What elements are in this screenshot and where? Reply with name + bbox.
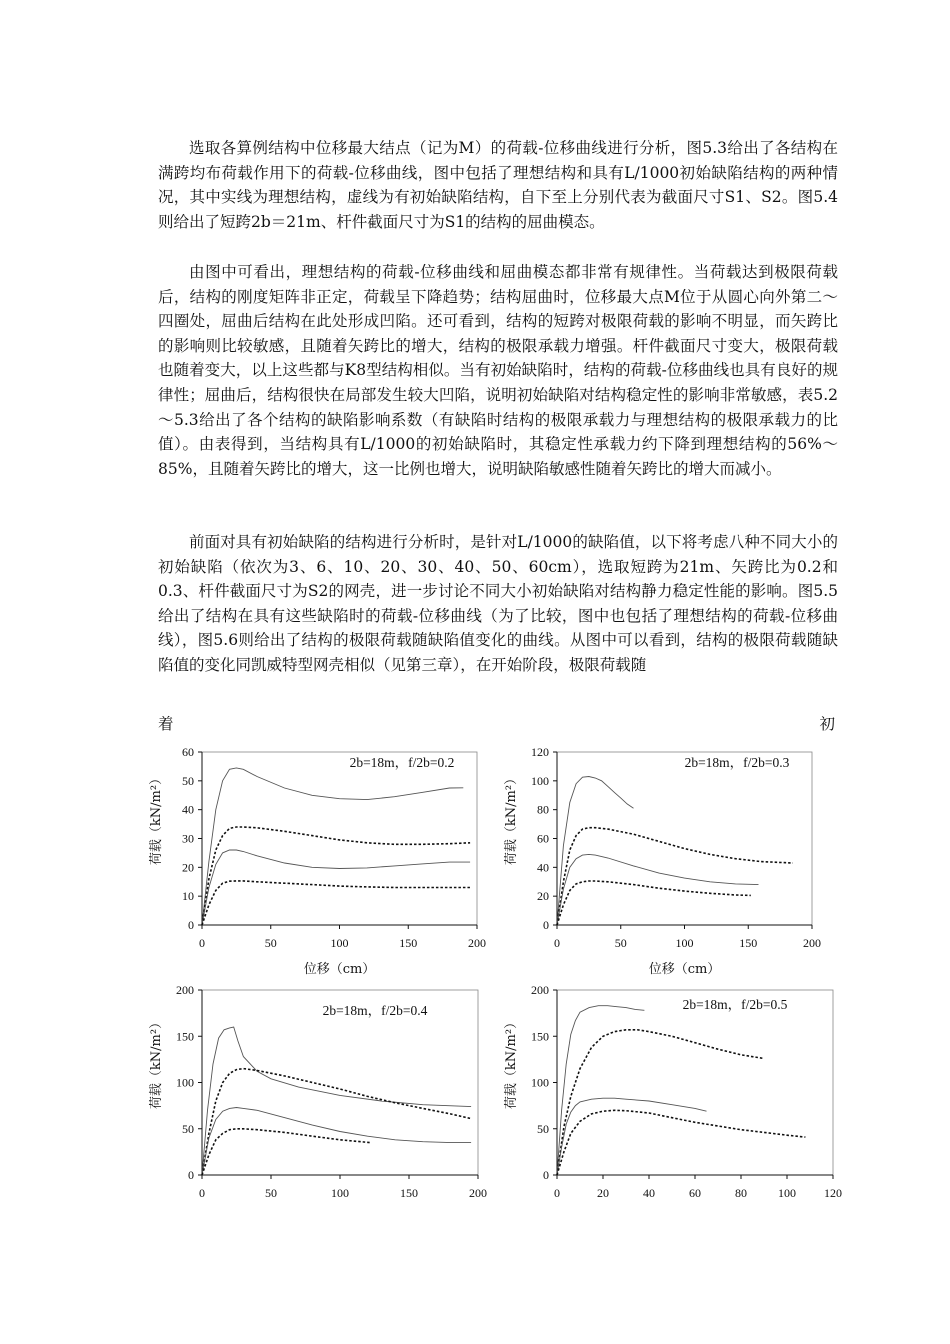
paragraph-3: 前面对具有初始缺陷的结构进行分析时，是针对L/1000的缺陷值，以下将考虑八种不同大小的初始缺陷（依次为3、6、10、20、30、40、50、60cm），选取短跨为21m、矢跨比为0.2和0.3、杆件截面尺寸为S2的网壳，进一步讨论不同大小初始缺陷对结构静力稳定性能的影响。图5.5给出了结构在具有这些缺陷时的荷载-位移曲线（为了比较，图中也包括了理想结构的荷载-位移曲线），图5.6则给出了结构的极限荷载随缺陷值变化的曲线。从图中可以看到，结构的极限荷载随缺陷值的变化同凯威特型网壳相似（见第三章），在开始阶段，极限荷载随 (158, 533, 838, 674)
x-tick-label: 200 (469, 1186, 487, 1200)
x-tick-label: 0 (554, 1186, 560, 1200)
series-line-ideal (557, 1098, 707, 1175)
x-tick-label: 50 (614, 936, 627, 950)
x-tick-label: 50 (264, 936, 277, 950)
x-axis-label: 位移（cm） (303, 962, 376, 977)
x-tick-label: 200 (803, 936, 821, 950)
chart-svg (140, 945, 500, 1210)
y-tick-label: 0 (543, 1168, 549, 1182)
y-tick-label: 50 (537, 1121, 549, 1136)
x-tick-label: 150 (739, 936, 758, 950)
y-tick-label: 200 (176, 983, 194, 997)
x-tick-label: 60 (689, 1186, 701, 1200)
x-tick-label: 50 (265, 1186, 277, 1200)
y-tick-label: 200 (531, 983, 549, 997)
y-tick-label: 50 (182, 1121, 194, 1136)
series-line-imperfect (202, 1129, 370, 1175)
x-tick-label: 40 (643, 1186, 655, 1200)
y-tick-label: 100 (531, 1075, 549, 1090)
y-axis-label: 荷载（kN/m²） (149, 771, 164, 866)
x-tick-label: 80 (735, 1186, 747, 1200)
y-tick-label: 20 (182, 860, 194, 875)
series-line-ideal (557, 1006, 644, 1175)
x-tick-label: 0 (199, 936, 205, 950)
y-tick-label: 10 (182, 889, 194, 904)
y-tick-label: 80 (537, 802, 549, 817)
x-tick-label: 100 (330, 936, 349, 950)
x-tick-label: 100 (675, 936, 694, 950)
x-tick-label: 0 (199, 1186, 205, 1200)
y-tick-label: 120 (531, 745, 549, 759)
chart-annotation: 2b=18m，f/2b=0.3 (684, 755, 790, 770)
x-tick-label: 100 (778, 1186, 796, 1200)
paragraph-1: 选取各算例结构中位移最大结点（记为M）的荷载-位移曲线进行分析，图5.3给出了各结构在满跨均布荷载作用下的荷载-位移曲线，图中包括了理想结构和具有L/1000初始缺陷结构的两种情况，其中实线为理想结构，虚线为有初始缺陷结构，自下至上分别代表为截面尺寸S1、S2。图5.4则给出了短跨2b＝21m、杆件截面尺寸为S1的结构的屈曲模态。 (158, 139, 838, 231)
chart-annotation: 2b=18m，f/2b=0.5 (682, 997, 788, 1012)
series-line-ideal (202, 1027, 471, 1175)
y-tick-label: 40 (182, 802, 194, 817)
y-tick-label: 30 (182, 831, 194, 846)
series-line-ideal (557, 777, 634, 926)
plot-frame (202, 752, 477, 925)
series-line-ideal (202, 850, 470, 925)
x-tick-label: 20 (597, 1186, 609, 1200)
x-tick-label: 200 (468, 936, 486, 950)
series-line-imperfect (202, 1069, 471, 1175)
y-tick-label: 0 (543, 918, 549, 932)
series-line-imperfect (557, 1110, 805, 1175)
x-tick-label: 100 (331, 1186, 349, 1200)
y-tick-label: 50 (182, 773, 194, 788)
y-tick-label: 100 (531, 773, 549, 788)
page-tail-right: 初 (819, 715, 835, 733)
series-line-ideal (202, 768, 463, 925)
x-tick-label: 120 (824, 1186, 842, 1200)
chart-4 (495, 945, 855, 1210)
y-tick-label: 150 (531, 1029, 549, 1044)
y-axis-label: 荷载（kN/m²） (149, 1015, 164, 1110)
x-tick-label: 150 (400, 1186, 418, 1200)
y-axis-label: 荷载（kN/m²） (504, 771, 519, 866)
y-tick-label: 100 (176, 1075, 194, 1090)
y-tick-label: 0 (188, 1168, 194, 1182)
x-tick-label: 150 (399, 936, 418, 950)
series-line-imperfect (557, 881, 751, 925)
y-tick-label: 20 (537, 889, 549, 904)
chart-svg (495, 945, 855, 1210)
y-tick-label: 150 (176, 1029, 194, 1044)
paragraph-2: 由图中可看出，理想结构的荷载-位移曲线和屈曲模态都非常有规律性。当荷载达到极限荷载后，结构的刚度矩阵非正定，荷载呈下降趋势；结构屈曲时，位移最大点M位于从圆心向外第二～四圈处，屈曲后结构在此处形成凹陷。还可看到，结构的短跨对极限荷载的影响不明显，而矢跨比的影响则比较敏感，且随着矢跨比的增大，结构的极限承载力增强。杆件截面尺寸变大，极限荷载也随着变大，以上这些都与K8型结构相似。当有初始缺陷时，结构的荷载-位移曲线也具有良好的规律性；屈曲后，结构很快在局部发生较大凹陷，说明初始缺陷对结构稳定性的影响非常敏感，表5.2～5.3给出了各个结构的缺陷影响系数（有缺陷时结构的极限承载力与理想结构的极限承载力的比值）。由表得到，当结构具有L/1000的初始缺陷时，其稳定性承载力约下降到理想结构的56%～85%，且随着矢跨比的增大，这一比例也增大，说明缺陷敏感性随着矢跨比的增大而减小。 (158, 263, 838, 478)
y-tick-label: 60 (537, 831, 549, 846)
page-tail-left: 着 (158, 715, 174, 733)
y-tick-label: 40 (537, 860, 549, 875)
series-line-imperfect (202, 881, 470, 925)
y-tick-label: 0 (188, 918, 194, 932)
y-axis-label: 荷载（kN/m²） (504, 1015, 519, 1110)
chart-annotation: 2b=18m，f/2b=0.2 (349, 755, 455, 770)
chart-annotation: 2b=18m，f/2b=0.4 (322, 1003, 428, 1018)
series-line-imperfect (202, 827, 470, 925)
plot-frame (557, 990, 833, 1175)
series-line-ideal (557, 854, 759, 925)
series-line-ideal (202, 1108, 471, 1176)
chart-3 (140, 945, 500, 1210)
x-axis-label: 位移（cm） (648, 962, 721, 977)
x-tick-label: 0 (554, 936, 560, 950)
y-tick-label: 60 (182, 745, 194, 759)
